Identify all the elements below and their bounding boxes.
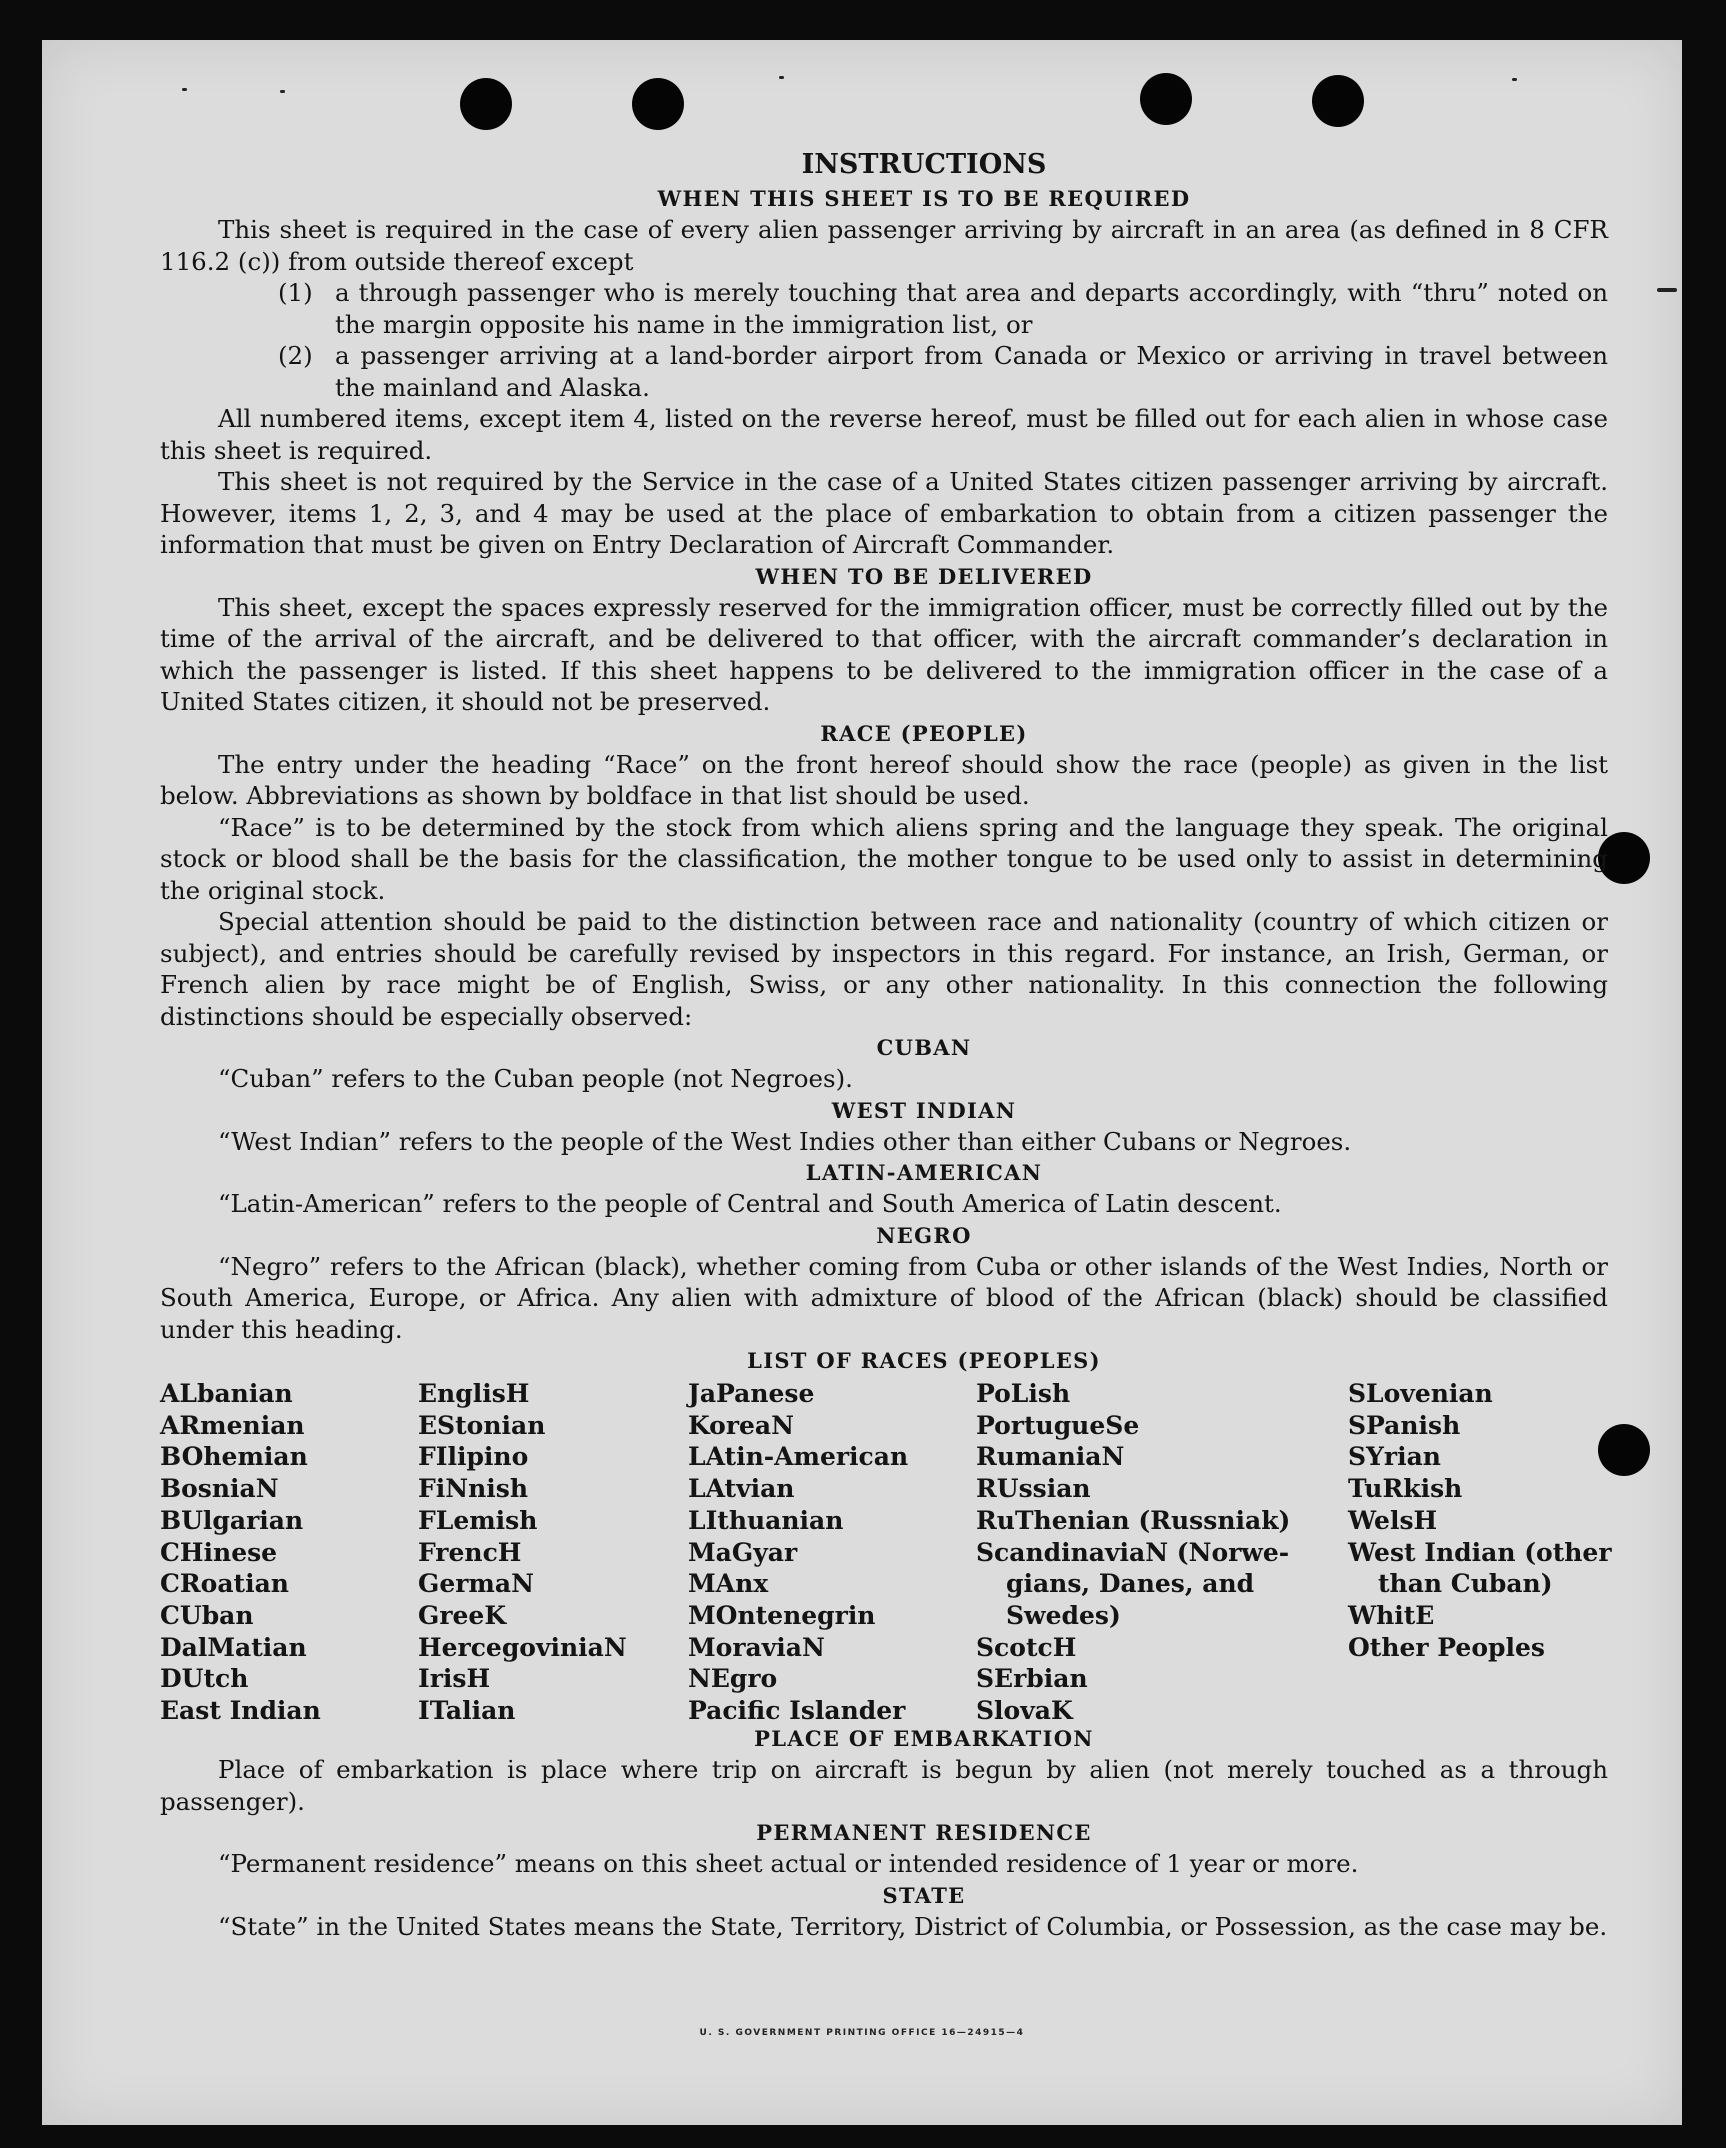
race-item: gians, Danes, and [1006,1569,1255,1599]
paragraph: “Negro” refers to the African (black), whether coming from Cuba or other islands of the West Indies, North or South America, Europe, or Africa. Any alien with admixture of blood of the African (black) should be classified under this heading. [160,1251,1608,1344]
speck [280,90,285,93]
section-heading: LATIN-AMERICAN [805,1160,1043,1185]
race-item: GreeK [418,1600,507,1630]
list-number: (2) [278,341,313,370]
race-item: LAtvian [688,1474,795,1504]
race-item: KoreaN [688,1410,794,1440]
race-list [160,1378,1612,1726]
section-heading: PLACE OF EMBARKATION [754,1726,1094,1751]
race-item: LIthuanian [688,1505,844,1535]
speck [779,76,784,79]
race-item: EnglisH [418,1379,530,1408]
paragraph: “Cuban” refers to the Cuban people (not Negroes). [218,1064,853,1093]
race-item: CHinese [160,1537,278,1567]
race-item: CRoatian [160,1569,289,1599]
paragraph: This sheet is not required by the Service in the case of a United States citizen passenger arriving by aircraft. However, items 1, 2, 3, and 4 may be used at the place of embarkation to obtain from a citizen passenger the information that must be given on Entry Declaration of Aircraft Commander. [160,467,1608,559]
race-item: East Indian [160,1696,321,1726]
race-item: GermaN [418,1569,534,1599]
paragraph: “Race” is to be determined by the stock from which aliens spring and the language they speak. The original stock or blood shall be the basis for the classification, the mother tongue to be used only to assist in determining the original stock. [160,812,1608,905]
section-heading: LIST OF RACES (PEOPLES) [747,1348,1101,1373]
section-heading: WHEN TO BE DELIVERED [755,563,1093,589]
paragraph: “Latin-American” refers to the people of Central and South America of Latin descent. [218,1189,1282,1218]
paragraph: Place of embarkation is place where trip on aircraft is begun by alien (not merely touched as a through passenger). [160,1755,1608,1816]
race-item: FrencH [418,1537,522,1567]
race-item: DalMatian [160,1632,307,1662]
section-heading: NEGRO [876,1222,972,1248]
race-column [1348,1378,1612,1663]
race-item: BOhemian [160,1442,308,1472]
race-item: SlovaK [976,1696,1073,1726]
race-column [688,1378,908,1727]
race-item: BUlgarian [160,1505,304,1535]
paragraph: “Permanent residence” means on this sheet actual or intended residence of 1 year or more. [218,1849,1359,1878]
page-title: INSTRUCTIONS [801,149,1047,180]
paragraph: “State” in the United States means the State, Territory, District of Columbia, or Possession, as the case may be. [218,1911,1608,1941]
paragraph: Special attention should be paid to the distinction between race and nationality (country of which citizen or subject), and entries should be carefully revised by inspectors in this regard. For instance, an Irish, German, or French alien by race might be of English, Swiss, or any other nationality. In this connection the following distinctions should be especially observed: [160,907,1608,1031]
race-column [976,1378,1290,1727]
race-item: EStonian [418,1410,546,1440]
race-column [418,1378,627,1727]
paragraph: This sheet, except the spaces expressly reserved for the immigration officer, must be correctly filled out by the time of the arrival of the aircraft, and be delivered to that officer, with the aircraft commander’s declaration in which the passenger is listed. If this sheet happens to be delivered to the immigration officer in the case of a United States citizen, it should not be preserved. [160,592,1608,716]
race-item: ScandinaviaN (Norwe- [976,1537,1290,1567]
race-item: IrisH [418,1664,491,1694]
race-column [160,1378,321,1727]
punch-hole [1312,75,1364,127]
list-item [160,277,1608,340]
race-item: BosniaN [160,1474,279,1504]
race-item: WhitE [1348,1600,1435,1630]
paragraph: This sheet is required in the case of every alien passenger arriving by aircraft in an area (as defined in 8 CFR 116.2 (c)) from outside thereof except [160,215,1608,276]
speck [1512,78,1517,81]
list-item [160,340,1608,403]
race-item: RumaniaN [976,1442,1125,1472]
punch-hole [1140,73,1192,125]
section-heading: CUBAN [876,1035,972,1060]
race-item: RuThenian (Russniak) [976,1505,1291,1535]
race-item: PoLish [976,1379,1071,1408]
race-item: WelsH [1348,1505,1438,1535]
race-item: SErbian [976,1664,1088,1694]
section-heading: WHEN THIS SHEET IS TO BE REQUIRED [657,186,1191,211]
race-item: ALbanian [160,1379,293,1408]
race-item: West Indian (other [1348,1537,1612,1567]
speck [182,88,187,91]
race-item: PortugueSe [976,1410,1140,1440]
list-number: (1) [278,278,313,307]
race-item: ITalian [418,1696,516,1726]
race-item: ScotcH [976,1632,1077,1662]
race-item: Other Peoples [1348,1632,1545,1662]
race-item: MAnx [688,1569,769,1599]
race-item: FIlipino [418,1442,529,1472]
race-item: ARmenian [160,1410,305,1440]
race-item: DUtch [160,1664,249,1694]
paragraph: All numbered items, except item 4, listed on the reverse hereof, must be filled out for each alien in whose case this sheet is required. [160,404,1608,465]
race-item: MoraviaN [688,1632,825,1662]
list-text: a through passenger who is merely touching that area and departs accordingly, with “thru” noted on the margin opposite his name in the immigration list, or [335,278,1608,339]
race-item: Pacific Islander [688,1696,906,1726]
paragraph: The entry under the heading “Race” on the front hereof should show the race (people) as given in the list below. Abbreviations as shown by boldface in that list should be used. [160,749,1608,810]
paragraph: “West Indian” refers to the people of the West Indies other than either Cubans or Negroes. [218,1126,1352,1156]
printing-office-footer: U. S. GOVERNMENT PRINTING OFFICE 16—24915—4 [699,2028,1025,2038]
race-item: MOntenegrin [688,1600,876,1630]
punch-hole [632,78,684,130]
instructions-body [160,147,1612,1942]
race-item: Swedes) [1006,1600,1121,1630]
speck [1657,288,1677,292]
section-heading: WEST INDIAN [831,1097,1017,1123]
section-heading: STATE [882,1882,966,1908]
race-item: NEgro [688,1664,778,1694]
punch-hole [460,78,512,130]
section-heading: PERMANENT RESIDENCE [756,1820,1092,1845]
race-item: MaGyar [688,1537,798,1567]
race-item: SYrian [1348,1442,1441,1472]
section-heading: RACE (PEOPLE) [820,720,1028,746]
race-item: FiNnish [418,1474,529,1504]
race-item: HercegoviniaN [418,1632,627,1662]
race-item: FLemish [418,1505,538,1535]
list-text: a passenger arriving at a land-border airport from Canada or Mexico or arriving in travel between the mainland and Alaska. [335,341,1608,402]
race-item: JaPanese [688,1379,815,1408]
race-item: TuRkish [1348,1474,1463,1504]
race-item: LAtin-American [688,1442,909,1472]
race-item: SLovenian [1348,1379,1493,1408]
race-item: CUban [160,1600,254,1630]
race-item: RUssian [976,1474,1091,1504]
race-item: than Cuban) [1378,1569,1553,1599]
race-item: SPanish [1348,1410,1461,1440]
